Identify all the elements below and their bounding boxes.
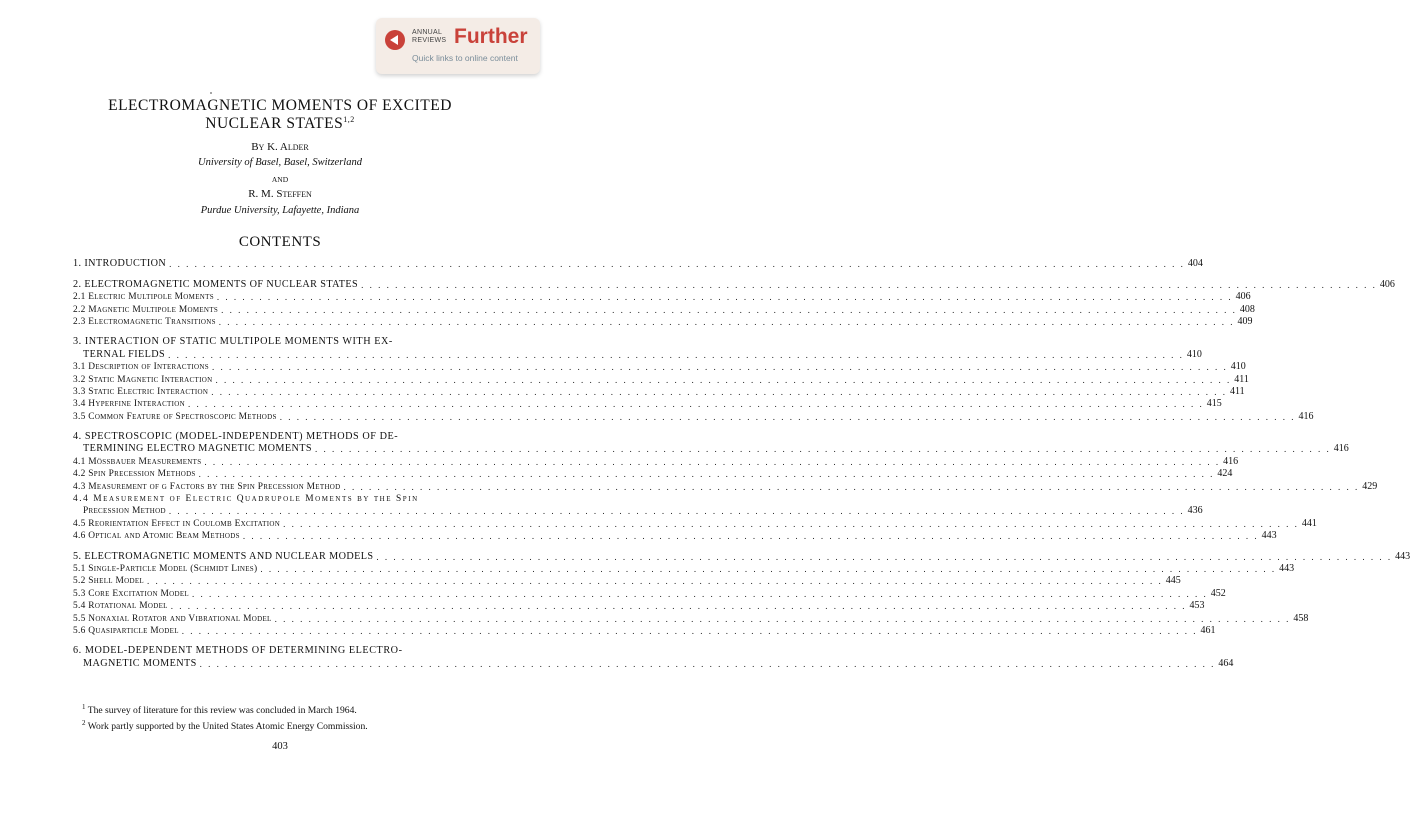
toc-entry [73,656,1234,669]
toc-section [73,430,1378,542]
toc-leader-dots: . . . . . . . . . . . . . . . . . . . . . . . . . . . . . . . . . . . . . . . . . . . . . . . . . . . . . . . . . . . . . . . . . . . . . . . . . . . . . . . . . . . . . . . . . . . . . . . . . . . . . . . . . . . . . . . . . . . . . . . . [216,292,1233,303]
toc-subentry [73,492,489,504]
toc-page-number: 458 [1293,612,1309,624]
toc-entry-title: 4. SPECTROSCOPIC (MODEL-INDEPENDENT) METHODS OF DE- [73,431,399,443]
toc-page-number: 411 [1230,385,1245,397]
toc-page-number: 436 [1187,505,1203,517]
toc-entry-title: 4.2 Spin Precession Methods [73,469,196,480]
toc-leader-dots: . . . . . . . . . . . . . . . . . . . . . . . . . . . . . . . . . . . . . . . . . . . . . . . . . . . . . . . . . . . . . . . . . . . . . . . . . . . . . . . . . . . . . . . . . . . . . . . . . . . . . . . . . . . . . . . . . . . . . . . . [361,279,1377,290]
toc-subentry [73,586,1226,599]
toc-subentry [73,454,1239,467]
toc-entry-title: 3.5 Common Feature of Spectroscopic Methods [73,411,277,422]
toc-subentry [73,611,1309,624]
and-separator: AND [271,175,289,184]
affiliation-2: Purdue University, Lafayette, Indiana [200,205,360,216]
toc-leader-dots: . . . . . . . . . . . . . . . . . . . . . . . . . . . . . . . . . . . . . . . . . . . . . . . . . . . . . . . . . . . . . . . . . . . . . . . . . . . . . . . . . . . . . . . . . . . . . . . . . . . . . . . . . . . . . . . . . . . . . . . . [274,613,1291,624]
toc-entry-title: 4.3 Measurement of g Factors by the Spin Precession Method [73,481,341,492]
toc-subentry [73,397,1222,410]
annual-reviews-logo: ANNUAL REVIEWS [412,29,447,44]
toc-entry-title: 5.6 Quasiparticle Model [73,625,179,636]
toc-page-number: 441 [1301,517,1317,529]
further-subtitle: Quick links to online content [412,53,518,63]
toc-leader-dots: . . . . . . . . . . . . . . . . . . . . . . . . . . . . . . . . . . . . . . . . . . . . . . . . . . . . . . . . . . . . . . . . . . . . . . . . . . . . . . . . . . . . . . . . . . . . . . . . . . . . . . . . . . . . . . . . . . . . . . . . [215,374,1232,385]
toc-entry-title: TERNAL FIELDS [83,348,166,360]
toc-section [73,335,1314,422]
toc-entry-title: MAGNETIC MOMENTS [83,657,197,669]
page-number: 403 [272,741,288,752]
toc-entry-title: 5.3 Core Excitation Model [73,588,189,599]
toc-leader-dots: . . . . . . . . . . . . . . . . . . . . . . . . . . . . . . . . . . . . . . . . . . . . . . . . . . . . . . . . . . . . . . . . . . . . . . . . . . . . . . . . . . . . . . . . . . . . . . . . . . . . . . . . . . . . . . . . . . . . . . . . [260,563,1277,574]
toc-section [73,277,1395,327]
toc-page-number: 453 [1189,600,1205,612]
toc-leader-dots: . . . . . . . . . . . . . . . . . . . . . . . . . . . . . . . . . . . . . . . . . . . . . . . . . . . . . . . . . . . . . . . . . . . . . . . . . . . . . . . . . . . . . . . . . . . . . . . . . . . . . . . . . . . . . . . . . . . . . . . . [314,444,1331,455]
title-footnote-marks: 1,2 [343,115,355,124]
toc-subentry [73,360,1246,373]
toc-entry-title: 4.1 Mössbauer Measurements [73,456,202,467]
toc-leader-dots: . . . . . . . . . . . . . . . . . . . . . . . . . . . . . . . . . . . . . . . . . . . . . . . . . . . . . . . . . . . . . . . . . . . . . . . . . . . . . . . . . . . . . . . . . . . . . . . . . . . . . . . . . . . . . . . . . . . . . . . . [147,576,1163,587]
toc-entry-title: 5.4 Rotational Model [73,601,168,612]
toc-page-number: 461 [1200,624,1216,636]
toc-page-number: 408 [1239,303,1255,315]
toc-entry-title: 3. INTERACTION OF STATIC MULTIPOLE MOMENTS WITH EX- [73,336,393,348]
toc-subentry [73,504,1203,517]
toc-page-number: 416 [1333,443,1349,455]
toc-leader-dots: . . . . . . . . . . . . . . . . . . . . . . . . . . . . . . . . . . . . . . . . . . . . . . . . . . . . . . . . . . . . . . . . . . . . . . . . . . . . . . . . . . . . . . . . . . . . . . . . . . . . . . . . . . . . . . . . . . . . . . . . [279,411,1296,422]
toc-section [73,644,1234,669]
toc-leader-dots: . . . . . . . . . . . . . . . . . . . . . . . . . . . . . . . . . . . . . . . . . . . . . . . . . . . . . . . . . . . . . . . . . . . . . . . . . . . . . . . . . . . . . . . . . . . . . . . . . . . . . . . . . . . . . . . . . . . . . . . . [204,456,1221,467]
toc-leader-dots: . . . . . . . . . . . . . . . . . . . . . . . . . . . . . . . . . . . . . . . . . . . . . . . . . . . . . . . . . . . . . . . . . . . . . . . . . . . . . . . . . . . . . . . . . . . . . . . . . . . . . . . . . . . . . . . . . . . . . . . . [343,481,1360,492]
toc-entry [73,347,1202,360]
toc-leader-dots: . . . . . . . . . . . . . . . . . . . . . . . . . . . . . . . . . . . . . . . . . . . . . . . . . . . . . . . . . . . . . . . . . . . . . . . . . . . . . . . . . . . . . . . . . . . . . . . . . . . . . . . . . . . . . . . . . . . . . . . . [283,518,1299,529]
toc-subentry [73,562,1295,574]
toc-page-number: 410 [1230,361,1246,373]
toc-entry-title: 5.1 Single-Particle Model (Schmidt Lines) [73,563,258,574]
toc-entry-title: 4.5 Reorientation Effect in Coulomb Excitation [73,518,281,529]
footnote-1: $^1$ The survey of literature for this review was concluded in March 1964. [82,703,357,717]
toc-page-number: 443 [1279,562,1295,574]
toc-entry [73,257,1203,270]
toc-leader-dots: . . . . . . . . . . . . . . . . . . . . . . . . . . . . . . . . . . . . . . . . . . . . . . . . . . . . . . . . . . . . . . . . . . . . . . . . . . . . . . . . . . . . . . . . . . . . . . . . . . . . . . . . . . . . . . . . . . . . . . . . [170,601,1187,612]
toc-subentry [73,372,1249,385]
toc-leader-dots: . . . . . . . . . . . . . . . . . . . . . . . . . . . . . . . . . . . . . . . . . . . . . . . . . . . . . . . . . . . . . . . . . . . . . . . . . . . . . . . . . . . . . . . . . . . . . . . . . . . . . . . . . . . . . . . . . . . . . . . . [376,551,1393,562]
footnotes [82,701,368,733]
author-1: By K. Alder [251,141,309,153]
toc-subentry [73,479,1378,492]
toc-subentry [73,529,1277,542]
toc-entry-title: 2. ELECTROMAGNETIC MOMENTS OF NUCLEAR STATES [73,278,359,290]
toc-subentry [73,290,1251,303]
toc-page-number: 411 [1234,373,1249,385]
article-title-line-2: NUCLEAR STATES$^{1,2}$ [205,115,355,133]
toc-entry [73,644,489,656]
toc-page-number: 415 [1206,398,1222,410]
toc-entry [73,335,489,347]
toc-entry-title: 2.2 Magnetic Multipole Moments [73,304,219,315]
toc-entry-title: 5. ELECTROMAGNETIC MOMENTS AND NUCLEAR MODELS [73,550,374,562]
footnote-2: $^2$ Work partly supported by the United States Atomic Energy Commission. [82,719,368,733]
table-of-contents [73,257,1410,669]
toc-page-number: 416 [1223,455,1239,467]
scan-speck [210,92,212,94]
toc-leader-dots: . . . . . . . . . . . . . . . . . . . . . . . . . . . . . . . . . . . . . . . . . . . . . . . . . . . . . . . . . . . . . . . . . . . . . . . . . . . . . . . . . . . . . . . . . . . . . . . . . . . . . . . . . . . . . . . . . . . . . . . . [221,304,1237,315]
toc-page-number: 443 [1261,530,1277,542]
toc-page-number: 452 [1210,587,1226,599]
toc-subentry [73,409,1314,422]
toc-page-number: 429 [1362,480,1378,492]
toc-leader-dots: . . . . . . . . . . . . . . . . . . . . . . . . . . . . . . . . . . . . . . . . . . . . . . . . . . . . . . . . . . . . . . . . . . . . . . . . . . . . . . . . . . . . . . . . . . . . . . . . . . . . . . . . . . . . . . . . . . . . . . . . [218,316,1235,327]
toc-subentry [73,467,1233,480]
toc-entry-title: 3.2 Static Magnetic Interaction [73,374,213,385]
affiliation-1: University of Basel, Basel, Switzerland [198,157,362,168]
toc-entry [73,430,489,442]
toc-entry-title: 2.3 Electromagnetic Transitions [73,316,216,327]
toc-entry-title: 3.1 Description of Interactions [73,362,209,373]
toc-leader-dots: . . . . . . . . . . . . . . . . . . . . . . . . . . . . . . . . . . . . . . . . . . . . . . . . . . . . . . . . . . . . . . . . . . . . . . . . . . . . . . . . . . . . . . . . . . . . . . . . . . . . . . . . . . . . . . . . . . . . . . . . [242,531,1259,542]
toc-entry-title: TERMINING ELECTRO MAGNETIC MOMENTS [83,443,312,455]
toc-entry-title: 1. INTRODUCTION [73,258,167,270]
article-title-line-1: ELECTROMAGNETIC MOMENTS OF EXCITED [108,97,452,114]
toc-entry-title: 5.5 Nonaxial Rotator and Vibrational Model [73,613,272,624]
toc-page-number: 409 [1237,315,1253,327]
toc-leader-dots: . . . . . . . . . . . . . . . . . . . . . . . . . . . . . . . . . . . . . . . . . . . . . . . . . . . . . . . . . . . . . . . . . . . . . . . . . . . . . . . . . . . . . . . . . . . . . . . . . . . . . . . . . . . . . . . . . . . . . . . . [199,658,1216,669]
toc-page-number: 464 [1218,657,1234,669]
toc-entry-title: 5.2 Shell Model [73,576,145,587]
toc-page-number: 416 [1298,410,1314,422]
further-label: Further [454,25,528,48]
toc-subentry [73,624,1216,636]
play-icon [385,30,405,50]
toc-entry-title: Precession Method [83,506,166,517]
toc-entry-title: 4.4 Measurement of Electric Quadrupole Moments by the Spin [73,494,419,505]
toc-section [73,257,1203,270]
toc-entry [73,442,1349,455]
toc-entry [73,549,1410,562]
toc-page-number: 404 [1187,258,1203,270]
toc-page-number: 445 [1165,575,1181,587]
toc-page-number: 410 [1186,348,1202,360]
toc-entry-title: 3.3 Static Electric Interaction [73,386,209,397]
toc-leader-dots: . . . . . . . . . . . . . . . . . . . . . . . . . . . . . . . . . . . . . . . . . . . . . . . . . . . . . . . . . . . . . . . . . . . . . . . . . . . . . . . . . . . . . . . . . . . . . . . . . . . . . . . . . . . . . . . . . . . . . . . . [169,259,1185,270]
contents-heading: CONTENTS [238,234,322,250]
toc-leader-dots: . . . . . . . . . . . . . . . . . . . . . . . . . . . . . . . . . . . . . . . . . . . . . . . . . . . . . . . . . . . . . . . . . . . . . . . . . . . . . . . . . . . . . . . . . . . . . . . . . . . . . . . . . . . . . . . . . . . . . . . . [187,399,1204,410]
toc-entry [73,277,1395,290]
toc-subentry [73,385,1245,397]
toc-leader-dots: . . . . . . . . . . . . . . . . . . . . . . . . . . . . . . . . . . . . . . . . . . . . . . . . . . . . . . . . . . . . . . . . . . . . . . . . . . . . . . . . . . . . . . . . . . . . . . . . . . . . . . . . . . . . . . . . . . . . . . . . [198,469,1215,480]
toc-subentry [73,315,1253,327]
toc-entry-title: 3.4 Hyperfine Interaction [73,399,185,410]
toc-subentry [73,302,1255,315]
toc-leader-dots: . . . . . . . . . . . . . . . . . . . . . . . . . . . . . . . . . . . . . . . . . . . . . . . . . . . . . . . . . . . . . . . . . . . . . . . . . . . . . . . . . . . . . . . . . . . . . . . . . . . . . . . . . . . . . . . . . . . . . . . . [168,506,1185,517]
toc-section [73,549,1410,636]
toc-page-number: 406 [1235,291,1251,303]
toc-subentry [73,599,1205,612]
toc-page-number: 406 [1379,278,1395,290]
toc-entry-title: 2.1 Electric Multipole Moments [73,292,214,303]
annual-reviews-further-link[interactable] [376,18,540,74]
toc-page-number: 443 [1395,550,1410,562]
toc-leader-dots: . . . . . . . . . . . . . . . . . . . . . . . . . . . . . . . . . . . . . . . . . . . . . . . . . . . . . . . . . . . . . . . . . . . . . . . . . . . . . . . . . . . . . . . . . . . . . . . . . . . . . . . . . . . . . . . . . . . . . . . . [181,625,1198,636]
toc-entry-title: 4.6 Optical and Atomic Beam Methods [73,531,240,542]
toc-leader-dots: . . . . . . . . . . . . . . . . . . . . . . . . . . . . . . . . . . . . . . . . . . . . . . . . . . . . . . . . . . . . . . . . . . . . . . . . . . . . . . . . . . . . . . . . . . . . . . . . . . . . . . . . . . . . . . . . . . . . . . . . [211,386,1228,397]
toc-subentry [73,516,1317,529]
toc-leader-dots: . . . . . . . . . . . . . . . . . . . . . . . . . . . . . . . . . . . . . . . . . . . . . . . . . . . . . . . . . . . . . . . . . . . . . . . . . . . . . . . . . . . . . . . . . . . . . . . . . . . . . . . . . . . . . . . . . . . . . . . . [168,349,1184,360]
toc-entry-title: 6. MODEL-DEPENDENT METHODS OF DETERMINING ELECTRO- [73,645,403,657]
toc-leader-dots: . . . . . . . . . . . . . . . . . . . . . . . . . . . . . . . . . . . . . . . . . . . . . . . . . . . . . . . . . . . . . . . . . . . . . . . . . . . . . . . . . . . . . . . . . . . . . . . . . . . . . . . . . . . . . . . . . . . . . . . . [211,362,1228,373]
toc-page-number: 424 [1217,468,1233,480]
author-2: R. M. Steffen [248,188,312,200]
toc-subentry [73,574,1181,587]
toc-leader-dots: . . . . . . . . . . . . . . . . . . . . . . . . . . . . . . . . . . . . . . . . . . . . . . . . . . . . . . . . . . . . . . . . . . . . . . . . . . . . . . . . . . . . . . . . . . . . . . . . . . . . . . . . . . . . . . . . . . . . . . . . [192,588,1208,599]
